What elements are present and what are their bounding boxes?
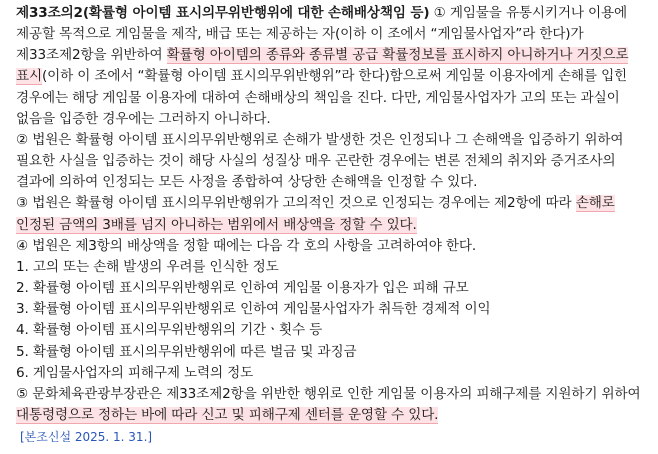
paragraph-3-text: ③ 법원은 확률형 아이템 표시의무위반행위가 고의적인 것으로 인정되는 경우에는 제2항에 따라 — [16, 195, 576, 212]
paragraph-1-highlight: 확률형 아이템의 종류와 종류별 공급 확률정보를 표시하지 아니하거나 거짓으로 표시 — [16, 47, 629, 85]
list-item-5: 5. 확률형 아이템 표시의무위반행위에 따른 벌금 및 과징금 — [16, 343, 357, 360]
paragraph-2: ② 법원은 확률형 아이템 표시의무위반행위로 손해가 발생한 것은 인정되나 그 손해액을 입증하기 위하여 필요한 사실을 입증하는 것이 해당 사실의 성질상 매우 곤란한 경우에는 변론 전체의 취지와 증거조사의 결과에 의하여 인정되는 모든 사정을 종합하여 상당한 손해액을 인정할 수 있다. — [16, 131, 624, 191]
paragraph-1 — [16, 3, 646, 130]
list-item-6: 6. 게임물사업자의 피해구제 노력의 정도 — [16, 364, 254, 381]
paragraph-1-text-end: (이하 이 조에서 “확률형 아이템 표시의무위반행위”라 한다)함으로써 게임물 이용자에게 손해를 입힌 경우에는 해당 게임물 이용자에 대하여 손해배상의 책임을 진다. 다만, 게임물사업자가 고의 또는 과실이 없음을 입증한 경우에는 그러하지 아니하다. — [16, 68, 628, 127]
paragraph-5 — [16, 384, 646, 426]
paragraph-4: ④ 법원은 제3항의 배상액을 정할 때에는 다음 각 호의 사항을 고려하여야 한다. — [16, 237, 477, 254]
list-item-2: 2. 확률형 아이템 표시의무위반행위로 인하여 게임물 이용자가 입은 피해 규모 — [16, 280, 469, 297]
article-title: 제33조의2(확률형 아이템 표시의무위반행위에 대한 손해배상책임 등) — [16, 5, 430, 21]
paragraph-5-highlight: 대통령령으로 정하는 바에 따라 신고 및 피해구제 센터를 운영할 수 있다. — [16, 406, 439, 423]
list-item-3: 3. 확률형 아이템 표시의무위반행위로 인하여 게임물사업자가 취득한 경제적 이익 — [16, 301, 491, 318]
paragraph-1-text: ① 게임물을 유통시키거나 이용에 제공할 목적으로 게임물을 제작, 배급 또는 제공하는 자(이하 이 조에서 “게임물사업자”라 한다)가 제33조제2항을 위반하여 — [16, 5, 627, 64]
paragraph-3 — [16, 193, 646, 235]
enactment-note: [본조신설 2025. 1. 31.] — [20, 430, 153, 445]
paragraph-3-highlight: 손해로 인정된 금액의 3배를 넘지 아니하는 범위에서 배상액을 정할 수 있다. — [16, 195, 615, 233]
list-item-4: 4. 확률형 아이템 표시의무위반행위의 기간ㆍ횟수 등 — [16, 322, 323, 339]
paragraph-5-text: ⑤ 문화체육관광부장관은 제33조제2항을 위반한 행위로 인한 게임물 이용자의 피해구제를 지원하기 위하여 — [16, 385, 641, 402]
list-item-1: 1. 고의 또는 손해 발생의 우려를 인식한 정도 — [16, 258, 279, 275]
